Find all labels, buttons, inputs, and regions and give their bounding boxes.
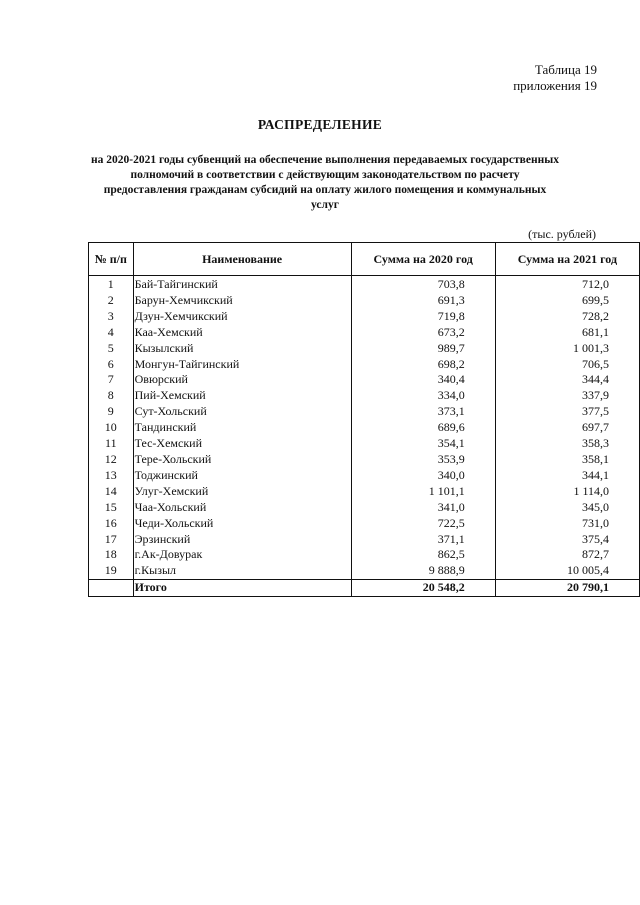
row-2021: 344,4 <box>495 372 639 388</box>
row-2020: 340,4 <box>351 372 495 388</box>
row-num: 16 <box>89 516 134 532</box>
row-2021: 1 114,0 <box>495 484 639 500</box>
row-2020: 1 101,1 <box>351 484 495 500</box>
row-num: 7 <box>89 372 134 388</box>
header-name: Наименование <box>133 243 351 276</box>
row-2020: 334,0 <box>351 388 495 404</box>
table-row <box>89 309 640 325</box>
row-2020: 340,0 <box>351 468 495 484</box>
row-2020: 703,8 <box>351 276 495 293</box>
table-row <box>89 341 640 357</box>
row-name: Дзун-Хемчикский <box>133 309 351 325</box>
row-name: Тере-Хольский <box>133 452 351 468</box>
row-2020: 9 888,9 <box>351 563 495 579</box>
row-2020: 722,5 <box>351 516 495 532</box>
row-2020: 373,1 <box>351 404 495 420</box>
row-name: Сут-Хольский <box>133 404 351 420</box>
row-num: 12 <box>89 452 134 468</box>
appendix-number: приложения 19 <box>513 78 597 93</box>
total-label: Итого <box>133 580 351 597</box>
row-2021: 358,1 <box>495 452 639 468</box>
row-name: Монгун-Тайгинский <box>133 357 351 373</box>
table-row <box>89 404 640 420</box>
table-row <box>89 293 640 309</box>
row-num: 15 <box>89 500 134 516</box>
row-name: Тоджинский <box>133 468 351 484</box>
row-2021: 345,0 <box>495 500 639 516</box>
row-num: 11 <box>89 436 134 452</box>
table-reference <box>513 62 597 94</box>
row-name: Овюрский <box>133 372 351 388</box>
row-2020: 989,7 <box>351 341 495 357</box>
distribution-table <box>88 242 640 597</box>
row-2020: 719,8 <box>351 309 495 325</box>
row-2021: 375,4 <box>495 532 639 548</box>
row-name: Чеди-Хольский <box>133 516 351 532</box>
table-row <box>89 563 640 579</box>
total-2020: 20 548,2 <box>351 580 495 597</box>
row-num: 6 <box>89 357 134 373</box>
row-2020: 689,6 <box>351 420 495 436</box>
table-row <box>89 532 640 548</box>
table-row <box>89 357 640 373</box>
row-num: 5 <box>89 341 134 357</box>
row-2021: 377,5 <box>495 404 639 420</box>
row-num: 10 <box>89 420 134 436</box>
row-2021: 872,7 <box>495 547 639 563</box>
table-row <box>89 516 640 532</box>
row-2020: 698,2 <box>351 357 495 373</box>
row-2021: 1 001,3 <box>495 341 639 357</box>
table-number: Таблица 19 <box>534 62 597 77</box>
table-row <box>89 372 640 388</box>
total-row <box>89 580 640 597</box>
row-name: Тес-Хемский <box>133 436 351 452</box>
table-header-row <box>89 243 640 276</box>
table-row <box>89 500 640 516</box>
row-name: Тандинский <box>133 420 351 436</box>
row-2021: 712,0 <box>495 276 639 293</box>
row-num: 4 <box>89 325 134 341</box>
table-row <box>89 547 640 563</box>
row-2020: 691,3 <box>351 293 495 309</box>
row-num: 3 <box>89 309 134 325</box>
row-name: Чаа-Хольский <box>133 500 351 516</box>
row-num: 9 <box>89 404 134 420</box>
row-num: 17 <box>89 532 134 548</box>
header-2021: Сумма на 2021 год <box>495 243 639 276</box>
row-num: 18 <box>89 547 134 563</box>
header-num: № п/п <box>89 243 134 276</box>
total-2021: 20 790,1 <box>495 580 639 597</box>
table-row <box>89 388 640 404</box>
row-num: 1 <box>89 276 134 293</box>
row-2021: 706,5 <box>495 357 639 373</box>
row-2020: 341,0 <box>351 500 495 516</box>
row-2020: 862,5 <box>351 547 495 563</box>
header-2020: Сумма на 2020 год <box>351 243 495 276</box>
row-2021: 344,1 <box>495 468 639 484</box>
table-row <box>89 452 640 468</box>
document-heading: РАСПРЕДЕЛЕНИЕ <box>257 117 383 132</box>
table-row <box>89 484 640 500</box>
table-row <box>89 468 640 484</box>
row-name: Пий-Хемский <box>133 388 351 404</box>
row-2021: 681,1 <box>495 325 639 341</box>
row-2021: 697,7 <box>495 420 639 436</box>
row-num: 14 <box>89 484 134 500</box>
row-2021: 337,9 <box>495 388 639 404</box>
row-2020: 371,1 <box>351 532 495 548</box>
row-name: Бай-Тайгинский <box>133 276 351 293</box>
row-2021: 699,5 <box>495 293 639 309</box>
row-2021: 731,0 <box>495 516 639 532</box>
unit-note: (тыс. рублей) <box>528 227 596 241</box>
row-name: Барун-Хемчикский <box>133 293 351 309</box>
row-name: Эрзинский <box>133 532 351 548</box>
total-num-cell <box>89 580 134 597</box>
table-row <box>89 420 640 436</box>
row-2021: 10 005,4 <box>495 563 639 579</box>
row-name: Кызылский <box>133 341 351 357</box>
row-2020: 673,2 <box>351 325 495 341</box>
row-name: Улуг-Хемский <box>133 484 351 500</box>
row-num: 19 <box>89 563 134 579</box>
table-row <box>89 325 640 341</box>
row-num: 13 <box>89 468 134 484</box>
row-num: 8 <box>89 388 134 404</box>
document-subtitle: на 2020-2021 годы субвенций на обеспечение выполнения передаваемых государственных полномочий в соответствии с действующим законодательством по расчету предоставления гражданам субсидий на оплату жилого помещения и коммунальных услуг <box>91 154 559 211</box>
row-num: 2 <box>89 293 134 309</box>
row-2021: 728,2 <box>495 309 639 325</box>
row-name: Каа-Хемский <box>133 325 351 341</box>
row-2021: 358,3 <box>495 436 639 452</box>
row-2020: 354,1 <box>351 436 495 452</box>
row-name: г.Ак-Довурак <box>133 547 351 563</box>
table-row <box>89 276 640 293</box>
row-2020: 353,9 <box>351 452 495 468</box>
row-name: г.Кызыл <box>133 563 351 579</box>
table-row <box>89 436 640 452</box>
